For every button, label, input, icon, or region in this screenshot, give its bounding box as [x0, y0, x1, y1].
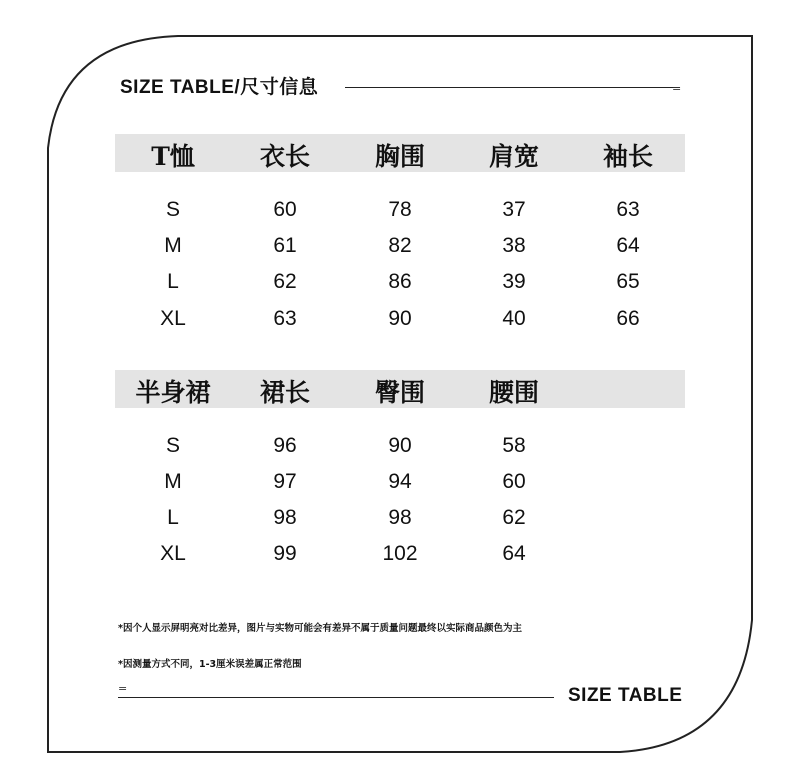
tshirt-measurement-cell: 40	[502, 307, 526, 330]
tshirt-measurement-cell: 82	[388, 234, 412, 257]
tshirt-column-header: 衣长	[259, 142, 311, 171]
note-display-difference: *因个人显示屏明亮对比差异，图片与实物可能会有差异不属于质量问题最终以实际商品颜色为主	[118, 623, 522, 634]
tshirt-measurement-cell: 66	[616, 307, 640, 330]
skirt-column-header: 半身裙	[135, 378, 211, 407]
footer-title: SIZE TABLE	[568, 685, 683, 706]
tshirt-measurement-cell: 39	[502, 270, 526, 293]
tshirt-measurement-cell: 63	[273, 307, 297, 330]
tshirt-column-header: 胸围	[374, 142, 426, 171]
skirt-measurement-cell: 102	[382, 542, 418, 565]
tshirt-measurement-cell: 37	[502, 198, 526, 221]
skirt-measurement-cell: 62	[502, 506, 526, 529]
skirt-measurement-cell: 64	[502, 542, 526, 565]
tshirt-measurement-cell: 78	[388, 198, 412, 221]
tshirt-column-header: T恤	[151, 142, 195, 171]
skirt-size-label: M	[164, 470, 182, 493]
tshirt-measurement-cell: 63	[616, 198, 640, 221]
skirt-measurement-cell: 98	[388, 506, 412, 529]
tshirt-measurement-cell: 65	[616, 270, 640, 293]
skirt-measurement-cell: 94	[388, 470, 412, 493]
tshirt-measurement-cell: 38	[502, 234, 526, 257]
tshirt-measurement-cell: 86	[388, 270, 412, 293]
header-mark: =	[672, 82, 682, 95]
skirt-column-header: 腰围	[488, 378, 540, 407]
skirt-size-label: S	[165, 434, 181, 457]
tshirt-size-label: XL	[160, 307, 186, 330]
skirt-measurement-cell: 96	[273, 434, 297, 457]
tshirt-size-label: L	[167, 270, 179, 293]
tshirt-measurement-cell: 60	[273, 198, 297, 221]
skirt-measurement-cell: 60	[502, 470, 526, 493]
skirt-column-header: 裙长	[259, 378, 311, 407]
tshirt-column-header: 袖长	[602, 142, 654, 171]
skirt-measurement-cell: 99	[273, 542, 297, 565]
footer-mark: =	[118, 682, 128, 695]
header-rule	[345, 87, 680, 88]
skirt-column-header: 臀围	[374, 378, 426, 407]
tshirt-measurement-cell: 64	[616, 234, 640, 257]
skirt-measurement-cell: 90	[388, 434, 412, 457]
skirt-size-label: L	[167, 506, 179, 529]
skirt-measurement-cell: 58	[502, 434, 526, 457]
skirt-measurement-cell: 97	[273, 470, 297, 493]
tshirt-size-label: M	[164, 234, 182, 257]
tshirt-measurement-cell: 62	[273, 270, 297, 293]
note-measurement-tolerance: *因测量方式不同，1-3厘米误差属正常范围	[118, 659, 302, 670]
tshirt-measurement-cell: 61	[273, 234, 297, 257]
page-title: SIZE TABLE/尺寸信息	[120, 77, 319, 98]
tshirt-size-label: S	[165, 198, 181, 221]
tshirt-measurement-cell: 90	[388, 307, 412, 330]
tshirt-column-header: 肩宽	[488, 142, 540, 171]
size-table-header	[120, 72, 318, 99]
skirt-measurement-cell: 98	[273, 506, 297, 529]
footer-rule	[118, 697, 554, 698]
skirt-size-label: XL	[160, 542, 186, 565]
